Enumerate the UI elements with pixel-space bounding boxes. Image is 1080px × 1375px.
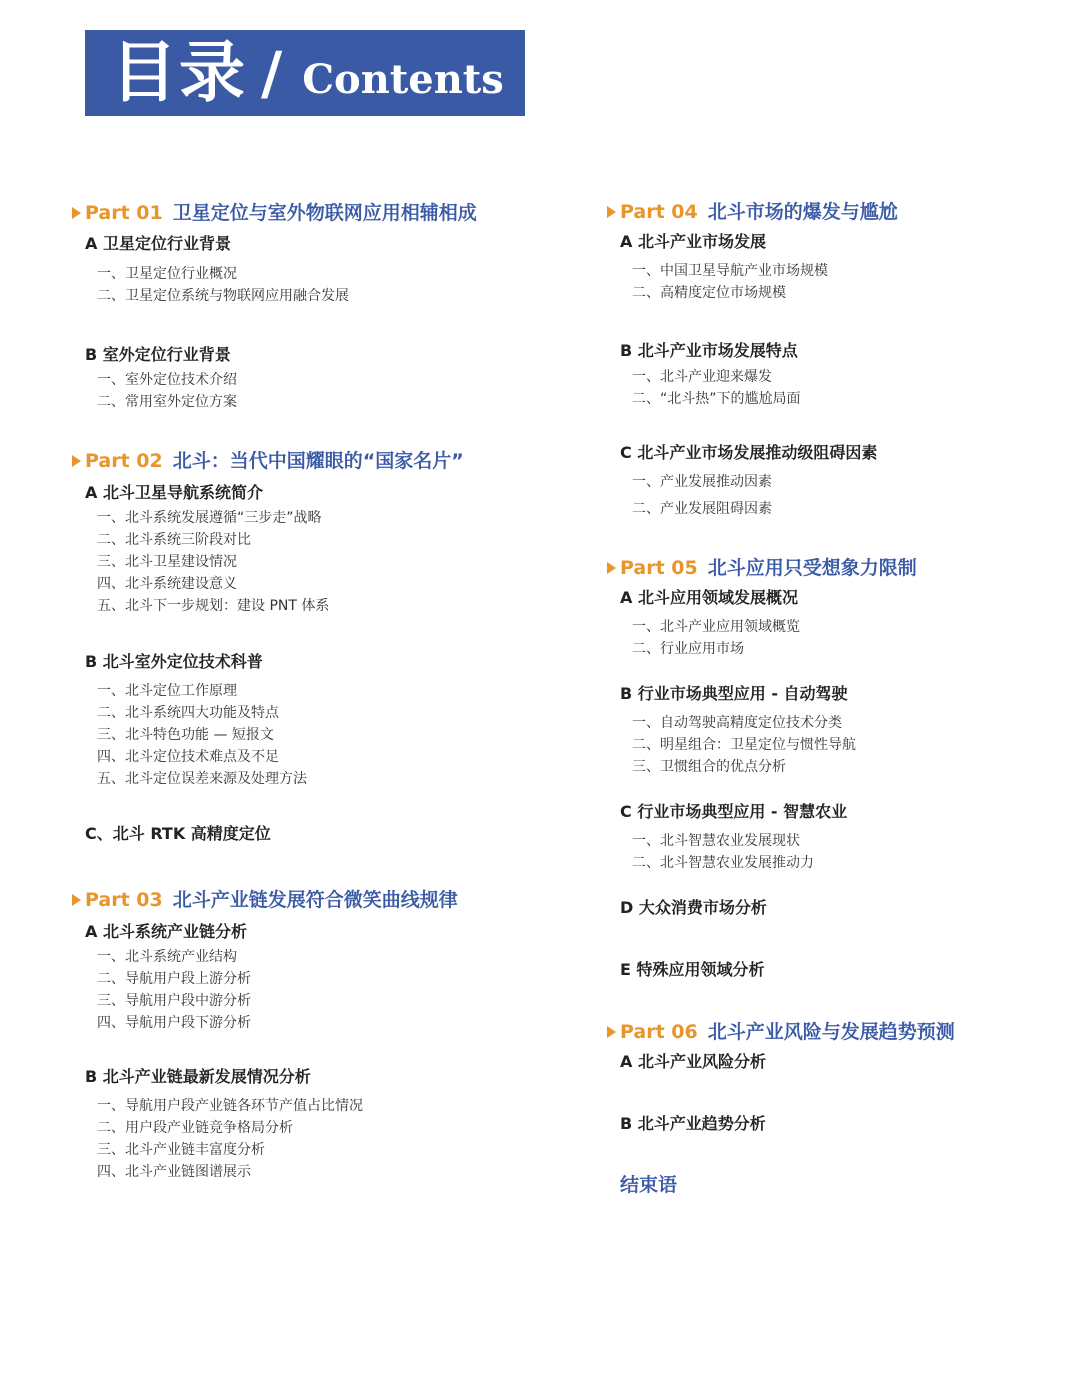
toc-item[interactable]: 四、北斗系统建设意义	[97, 576, 237, 592]
section-heading[interactable]: C、北斗 RTK 高精度定位	[85, 824, 271, 843]
toc-item[interactable]: 二、北斗智慧农业发展推动力	[632, 855, 814, 871]
toc-item[interactable]: 五、北斗下一步规划：建设 PNT 体系	[97, 598, 330, 614]
part-title: 北斗市场的爆发与尴尬	[707, 201, 898, 223]
section-heading[interactable]: A 北斗卫星导航系统简介	[85, 483, 263, 502]
arrow-right-icon	[607, 206, 616, 218]
part-05-heading[interactable]	[607, 556, 917, 580]
toc-item[interactable]: 三、导航用户段中游分析	[97, 993, 251, 1009]
toc-item[interactable]: 二、产业发展阻碍因素	[632, 501, 772, 517]
toc-item[interactable]: 一、卫星定位行业概况	[97, 266, 237, 282]
toc-item[interactable]: 三、北斗卫星建设情况	[97, 554, 237, 570]
toc-item[interactable]: 一、北斗系统发展遵循“三步走”战略	[97, 510, 322, 526]
part-number: Part 01	[85, 202, 163, 224]
toc-item[interactable]: 四、北斗产业链图谱展示	[97, 1164, 251, 1180]
toc-item[interactable]: 一、北斗系统产业结构	[97, 949, 237, 965]
toc-item[interactable]: 一、产业发展推动因素	[632, 474, 772, 490]
toc-item[interactable]: 四、导航用户段下游分析	[97, 1015, 251, 1031]
toc-item[interactable]: 三、卫惯组合的优点分析	[632, 759, 786, 775]
part-06-heading[interactable]	[607, 1020, 955, 1044]
part-04-heading[interactable]	[607, 200, 898, 224]
toc-item[interactable]: 一、室外定位技术介绍	[97, 372, 237, 388]
section-heading[interactable]: B 室外定位行业背景	[85, 345, 231, 364]
part-number: Part 05	[620, 557, 698, 579]
toc-item[interactable]: 二、“北斗热”下的尴尬局面	[632, 391, 801, 407]
section-heading[interactable]: A 北斗产业市场发展	[620, 232, 766, 251]
section-heading[interactable]: C 北斗产业市场发展推动级阻碍因素	[620, 443, 878, 462]
toc-item[interactable]: 二、北斗系统四大功能及特点	[97, 705, 279, 721]
toc-item[interactable]: 二、常用室外定位方案	[97, 394, 237, 410]
part-number: Part 04	[620, 201, 698, 223]
arrow-right-icon	[607, 562, 616, 574]
part-number: Part 06	[620, 1021, 698, 1043]
arrow-right-icon	[72, 207, 81, 219]
toc-item[interactable]: 二、导航用户段上游分析	[97, 971, 251, 987]
section-heading[interactable]: D 大众消费市场分析	[620, 898, 767, 917]
toc-item[interactable]: 一、北斗定位工作原理	[97, 683, 237, 699]
arrow-right-icon	[72, 455, 81, 467]
toc-item[interactable]: 一、导航用户段产业链各环节产值占比情况	[97, 1098, 363, 1114]
toc-item[interactable]: 一、北斗智慧农业发展现状	[632, 833, 800, 849]
toc-item[interactable]: 三、北斗产业链丰富度分析	[97, 1142, 265, 1158]
contents-banner	[85, 30, 525, 116]
toc-item[interactable]: 二、行业应用市场	[632, 641, 744, 657]
section-heading[interactable]: A 卫星定位行业背景	[85, 234, 231, 253]
part-title: 北斗应用只受想象力限制	[707, 557, 917, 579]
part-02-heading[interactable]	[72, 449, 464, 473]
toc-item[interactable]: 五、北斗定位误差来源及处理方法	[97, 771, 307, 787]
toc-item[interactable]: 二、明星组合：卫星定位与惯性导航	[632, 737, 856, 753]
toc-item[interactable]: 四、北斗定位技术难点及不足	[97, 749, 279, 765]
toc-item[interactable]: 二、用户段产业链竞争格局分析	[97, 1120, 293, 1136]
section-heading[interactable]: B 北斗产业市场发展特点	[620, 341, 798, 360]
part-title: 北斗产业风险与发展趋势预测	[707, 1021, 955, 1043]
toc-item[interactable]: 一、自动驾驶高精度定位技术分类	[632, 715, 842, 731]
section-heading[interactable]: A 北斗应用领域发展概况	[620, 588, 798, 607]
section-heading[interactable]: E 特殊应用领域分析	[620, 960, 765, 979]
banner-title-cn: 目录	[111, 34, 247, 111]
part-title: 卫星定位与室外物联网应用相辅相成	[172, 202, 477, 224]
banner-slash: /	[261, 39, 283, 107]
section-heading[interactable]: B 北斗室外定位技术科普	[85, 652, 263, 671]
ending-heading[interactable]: 结束语	[620, 1174, 678, 1196]
part-title: 北斗：当代中国耀眼的“国家名片”	[172, 450, 464, 472]
toc-item[interactable]: 二、高精度定位市场规模	[632, 285, 786, 301]
toc-item[interactable]: 一、中国卫星导航产业市场规模	[632, 263, 828, 279]
section-heading[interactable]: B 北斗产业链最新发展情况分析	[85, 1067, 311, 1086]
toc-item[interactable]: 三、北斗特色功能 — 短报文	[97, 727, 274, 743]
section-heading[interactable]: A 北斗产业风险分析	[620, 1052, 766, 1071]
part-number: Part 03	[85, 889, 163, 911]
toc-item[interactable]: 一、北斗产业应用领域概览	[632, 619, 800, 635]
part-title: 北斗产业链发展符合微笑曲线规律	[172, 889, 458, 911]
section-heading[interactable]: A 北斗系统产业链分析	[85, 922, 247, 941]
banner-title-en: Contents	[302, 56, 504, 103]
section-heading[interactable]: B 行业市场典型应用 - 自动驾驶	[620, 684, 848, 703]
part-03-heading[interactable]	[72, 888, 458, 912]
section-heading[interactable]: B 北斗产业趋势分析	[620, 1114, 766, 1133]
part-01-heading[interactable]	[72, 201, 477, 225]
part-number: Part 02	[85, 450, 163, 472]
toc-item[interactable]: 二、北斗系统三阶段对比	[97, 532, 251, 548]
toc-item[interactable]: 一、北斗产业迎来爆发	[632, 369, 772, 385]
toc-item[interactable]: 二、卫星定位系统与物联网应用融合发展	[97, 288, 349, 304]
section-heading[interactable]: C 行业市场典型应用 - 智慧农业	[620, 802, 848, 821]
arrow-right-icon	[72, 894, 81, 906]
arrow-right-icon	[607, 1026, 616, 1038]
